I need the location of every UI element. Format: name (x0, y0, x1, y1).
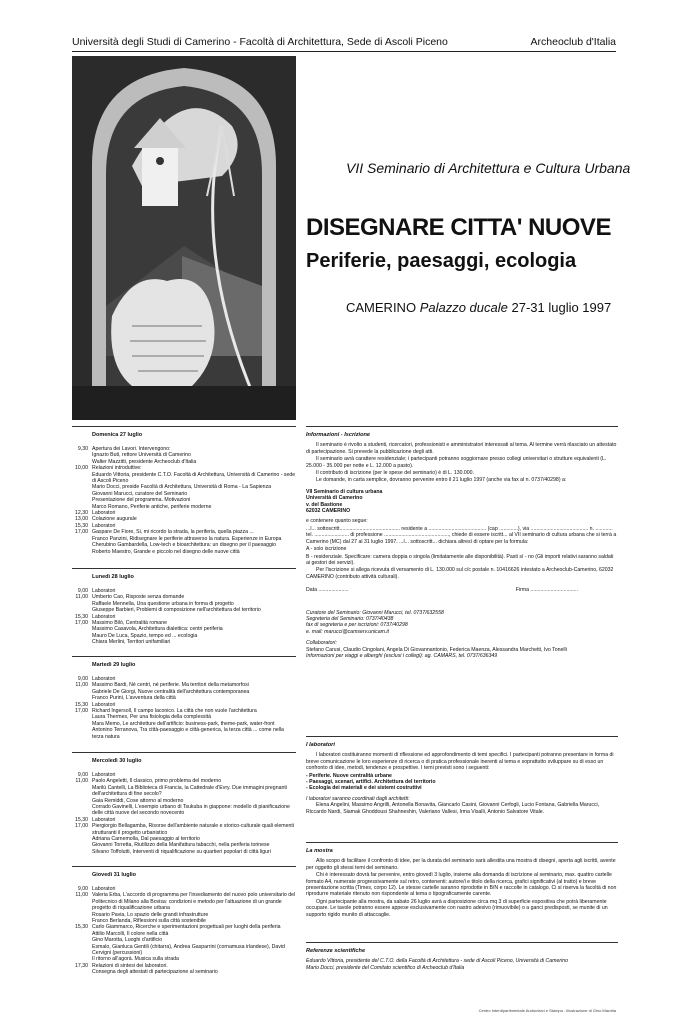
day-heading: Martedì 29 luglio (92, 662, 136, 668)
schedule-entry: Colazione augurale (92, 516, 137, 523)
schedule-entry: Laboratori (92, 886, 116, 892)
collaborators-label: Collaboratori: (306, 640, 337, 647)
schedule-entry: Massimo Bilò, Centralità romane (92, 620, 167, 627)
venue-dates: 27-31 luglio 1997 (511, 300, 612, 315)
schedule-entry: Relazioni di sintesi dei laboratori. (92, 962, 168, 969)
divider (306, 942, 618, 943)
venue-city: CAMERINO (346, 300, 417, 315)
collaborators-list: Stefano Carusi, Claudio Cingolani, Angela Di Giovannantonio, Federica Maenza, Alessandra Marchetti, Ivo Tonelli (306, 646, 567, 653)
schedule-entry: Roberto Maestro, Grande e piccolo nel disegno delle nuove città (92, 548, 240, 555)
divider (306, 426, 618, 427)
labs-heading: I laboratori (306, 742, 335, 748)
schedule-entry: Laboratori (92, 701, 116, 708)
schedule-entry: Esmalo, Gianluca Gentili (chitarra), Andrea Gasparrini (cornamusa irlandese), David Cervigni (percussioni) (92, 943, 285, 957)
schedule-entry: Mario Docci, preside Facoltà di Architettura, Università di Roma - La Sapienza (92, 484, 272, 491)
schedule-entry: Laboratori (92, 613, 116, 620)
exhibit-section (306, 848, 618, 919)
schedule-entry: Gaia Remiddi, Cose attorno al moderno (92, 797, 184, 804)
schedule-time (72, 727, 92, 740)
schedule-time: 11,00 (75, 778, 88, 785)
schedule-time: 11,00 (75, 892, 88, 899)
references-section (306, 948, 618, 971)
schedule-entry: Antonino Terranova, Tra città-paesaggio e città-generica, la terza città ... come nella terza natura (92, 727, 284, 740)
references-heading: Referenze scientifiche (306, 948, 366, 954)
schedule-time: 17,30 (75, 962, 88, 969)
form-template: ...l... sottoscritt.......................................... residente a ........................................ (cap .............), via ........................................ n. ............ tel. ........................ di professione ............................................., chiede di essere iscritt... al VII seminario di cultura urbana che si terrà a Camerino (MC) dal 27 al 31 luglio 1997. ...l... sottoscritt... dichiara altresì di optare per la formula: (306, 525, 617, 545)
schedule-entry: Piergiorgio Bellagamba, Risorse dell'ambiente naturale e storico-culturale quali elementi strutturanti il progetto urbanistico (92, 823, 294, 836)
schedule-entry: Ignazio Buti, rettore Università di Camerino (92, 452, 191, 459)
contact-line: Curatore del Seminario: Giovanni Marucci, tel. 0737/632558 (306, 609, 444, 616)
schedule-time: 15,30 (75, 522, 88, 529)
address-line: Università di Camerino (306, 495, 363, 502)
schedule-entry: Walter Mazzitti, presidente Archeoclub d'Italia (92, 458, 197, 465)
schedule-entry: Gabriele De Giorgi, Nuove centralità dell'architettura contemporanea (92, 688, 250, 695)
address-line: VII Seminario di cultura urbana (306, 488, 383, 495)
schedule-row (72, 823, 296, 836)
schedule-time (72, 549, 92, 555)
schedule-time: 12,30 (75, 510, 88, 517)
info-paragraph: Le domande, in carta semplice, dovranno pervenire entro il 21 luglio 1997 (anche via fax al n. 0737/40298) a: (316, 477, 567, 484)
schedule-entry: Laboratori (92, 676, 116, 682)
schedule-entry: Cherubino Gambardella, Low-tech e bioarchitettura: un disegno per il paesaggio (92, 542, 276, 549)
divider (72, 656, 296, 657)
schedule-row (72, 804, 296, 817)
info-section (306, 432, 618, 659)
exhibit-heading: La mostra (306, 848, 333, 854)
schedule-time: 17,00 (75, 529, 88, 536)
schedule-time: 17,00 (75, 708, 88, 715)
schedule-time: 13,00 (75, 516, 88, 523)
divider (306, 842, 618, 843)
exhibit-paragraph: Chi è interessato dovrà far pervenire, entro giovedì 3 luglio, insieme alla domanda di iscrizione al seminario, max. quattro cartelle formato A4, numerate progressivamente sul retro, contenenti: autore/i e titolo della ricerca, grafici significativi (al tratto) e breve presentazione scritta (Times, corpo 12). Le stesse cartelle saranno riprodotte in B/N e raccolte in catalogo. Ci si riserva la facoltà di non riprodurre materiale ritenuto non rispondente al tema o tipograficamente carente. (306, 872, 617, 898)
archeoclub-header: Archeoclub d'Italia (530, 36, 616, 48)
schedule-entry: Rosario Pavia, Lo spazio delle grandi infrastrutture (92, 911, 209, 918)
schedule-entry: Gaspare De Fiore, Si, mi ricordo la strada, la periferia, quella piazza ... (92, 529, 254, 536)
schedule-entry: Laboratori (92, 588, 116, 594)
schedule-entry: Mara Memo, Le architetture dell'artificio: business-park, theme-park, water-front (92, 720, 275, 727)
venue-palace: Palazzo ducale (419, 300, 508, 315)
info-paragraph: Il seminario avrà carattere residenziale; i partecipanti potranno soggiornare presso collegi universitari o strutture equivalenti (L. 25.000 - 35.000 per notte e L. 12.000 a pasto). (306, 456, 607, 469)
schedule-entry: Richard Ingersoll, Il campo laconico. La città che non vuole l'architettura (92, 708, 257, 715)
day-heading: Mercoledì 30 luglio (92, 758, 142, 764)
schedule-row (72, 472, 296, 485)
schedule-entry: Consegna degli attestati di partecipazione al seminario (92, 969, 218, 976)
lab-topic: - Paesaggi, scenari, artifici. Architettura del territorio (306, 779, 436, 786)
schedule-entry: Adriana Carnemolla, Dal paesaggio al territorio (92, 836, 200, 843)
lab-topic: - Periferie. Nuove centralità urbane (306, 772, 392, 779)
address-line: 62032 CAMERINO (306, 508, 351, 515)
coordinators-label: I laboratori saranno coordinati dagli architetti: (306, 795, 410, 802)
reference-line: Mario Docci, presidente del Comitato scientifico di Archeoclub d'Italia (306, 964, 465, 971)
schedule-entry: Il ritorno all'agorà. Musica sulla strada (92, 956, 179, 963)
schedule-entry: Eduardo Vittoria, presidente C.T.O. Facoltà di Architettura, Università di Camerino - sede di Ascoli Piceno (92, 471, 296, 485)
info-paragraph: Il seminario è rivolto a studenti, ricercatori, professionisti e amministratori interessati al tema. Al termine verrà rilasciato un attestato di partecipazione. Si prevede la pubblicazione degli atti. (306, 442, 617, 455)
schedule-entry: Massimo Casavola, Architettura dialettica: centri periferia (92, 626, 223, 633)
date-label: Data ..................... (306, 587, 349, 594)
schedule-entry: Corrado Gavinelli, L'esempio urbano di Tsukuba in giappone: modello di pianificazione delle città nuove del secondo novecento (92, 804, 290, 817)
schedule-entry: Giuseppe Barbieri, Problemi di composizione nell'architettura del territorio (92, 607, 261, 614)
schedule-entry: Massimo Bardi, Né centri, né periferie. Ma territori della metamorfosi (92, 682, 249, 689)
schedule-time: 9,00 (77, 886, 88, 892)
contact-line: e. mail: marucci@camserv.unicam.it (306, 628, 389, 635)
illustration-graphic (72, 56, 296, 420)
schedule-time (72, 785, 92, 798)
schedule-entry: Attilio Marcolli, Il colore nella città (92, 930, 169, 937)
divider (306, 736, 618, 737)
schedule-time (72, 804, 92, 817)
divider (72, 752, 296, 753)
schedule-time: 9,00 (77, 676, 88, 682)
schedule-entry: Giovanni Torretta, Riutilizzo della Manifattura tabacchi, nella periferia torinese (92, 842, 270, 849)
schedule-time: 9,30 (77, 446, 88, 452)
contact-line: Segreteria del Seminario: 0737/40438 (306, 615, 394, 622)
schedule-entry: Chiara Merlini, Territori unifamiliari (92, 639, 171, 646)
schedule-entry: Laboratori (92, 522, 116, 529)
schedule-time: 9,00 (77, 772, 88, 778)
schedule-entry: Marco Romano, Periferie antiche, periferie moderne (92, 503, 212, 510)
schedule-entry: Presentazione del programma. Motivazioni (92, 497, 191, 504)
schedule-time (72, 944, 92, 957)
schedule-row (72, 727, 296, 740)
schedule-time (72, 639, 92, 645)
day-heading: Giovedì 31 luglio (92, 872, 137, 878)
schedule-row (72, 639, 296, 645)
schedule-entry: Paolo Angeletti, Il classico, primo problema del moderno (92, 778, 222, 785)
day-heading: Lunedì 28 luglio (92, 574, 134, 580)
schedule-entry: Laura Thermes, Per una fisiologia della complessità (92, 714, 211, 721)
schedule-time (72, 849, 92, 855)
day-heading: Domenica 27 luglio (92, 432, 143, 438)
header-bar (72, 36, 616, 52)
exhibit-paragraph: Allo scopo di facilitare il confronto di idee, per la durata del seminario sarà allestita una mostra di disegni, aperta agli iscritti, avente per oggetto gli stessi temi del seminario. (306, 858, 616, 871)
coordinators-list: Elena Angelini, Massimo Angrilli, Antonella Bonavita, Giancarlo Casini, Giovanni Cerfogli, Lucio Fontana, Gabriella Marucci, Riccardo Nardi, Siamak Ghoddousi Shahneshin, Valeriano Vallesi, Irma Visalli, Antonio Salvatore Vitale. (306, 802, 600, 815)
schedule-time: 17,00 (75, 823, 88, 830)
venue-line (346, 300, 611, 315)
address-block (306, 489, 618, 515)
schedule-time: 15,30 (75, 924, 88, 931)
schedule-time: 9,00 (77, 588, 88, 594)
schedule-entry: Laboratori (92, 816, 116, 823)
lab-topic: - Ecologia dei materiali e dei sistemi costruttivi (306, 785, 422, 792)
schedule-entry: Silvano Toffolutti, Interventi di riqualificazione su quartieri popolari di città liguri (92, 848, 271, 855)
schedule-row (72, 944, 296, 957)
day-schedule (72, 886, 296, 976)
schedule-entry: Gino Marotta, Luoghi d'artificio (92, 937, 163, 944)
schedule-entry: Mauro De Luca, Spazio, tempo ed ... ecologia (92, 632, 198, 639)
schedule-entry: Laboratori (92, 772, 116, 778)
labs-section (306, 742, 618, 816)
schedule-time: 15,30 (75, 816, 88, 823)
schedule-time: 15,30 (75, 613, 88, 620)
exhibit-paragraph: Ogni partecipante alla mostra, da sabato 26 luglio avrà a disposizione circa mq 3 di superficie espositiva che potrà liberamente occupare. Le tavole potranno essere appese esclusivamente con nastro adesivo (rimuovibile) o a ganci predisposti, se munite di un supporto rigido munito di attaccaglie. (306, 898, 608, 918)
schedule-entry: Franco Berlanda, Riflessioni sulla città sostenibile (92, 918, 206, 925)
schedule-time: 11,00 (75, 594, 88, 601)
reference-line: Eduardo Vittoria, presidente del C.T.O. della Facoltà di Architettura - sede di Ascoli Piceno, Università di Camerino (306, 958, 568, 965)
schedule-time (72, 969, 92, 975)
contact-line: fax di segreteria e per iscrizioni: 0737/40298 (306, 622, 408, 629)
address-line: v. del Bastione (306, 501, 343, 508)
schedule-entry: Carlo Giammarco, Ricerche e sperimentazioni progettuali per luoghi della periferia (92, 924, 281, 931)
schedule-entry: Relazioni introduttive: (92, 465, 142, 472)
info-paragraph: e contenere quanto segue: (306, 518, 368, 525)
divider (72, 866, 296, 867)
schedule-row (72, 785, 296, 798)
schedule-row (72, 969, 296, 975)
seminar-edition: VII Seminario di Architettura e Cultura Urbana (346, 160, 631, 176)
day-schedule (72, 446, 296, 555)
schedule-entry: Valeria Erba, L'accordo di programma per l'insediamento del nuovo polo universitario del Politecnico di Milano alla Bovisa: condizioni e metodo per l'attuazione di un grande progetto di riqualificazione urbana (92, 892, 296, 912)
schedule-row (72, 849, 296, 855)
schedule-entry: Franco Purini, L'avventura della città (92, 695, 176, 702)
option-a: A - solo iscrizione (306, 546, 347, 553)
day-schedule (72, 772, 296, 855)
schedule-entry: Umberto Cao, Risposte senza domande (92, 594, 185, 601)
university-header: Università degli Studi di Camerino - Facoltà di Architettura, Sede di Ascoli Piceno (72, 36, 448, 48)
info-paragraph: Il contributo di iscrizione (per le spese del seminario) è di L. 130.000. (316, 470, 475, 477)
schedule-row (72, 892, 296, 911)
poster-subtitle: Periferie, paesaggi, ecologia (306, 250, 577, 272)
info-heading: Informazioni - Iscrizione (306, 432, 371, 438)
schedule-entry: Franco Panzini, Ridisegnare le periferie attraverso la natura. Esperienze in Europa (92, 535, 282, 542)
schedule-row (72, 549, 296, 555)
schedule-entry: Apertura dei Lavori. Intervengono: (92, 446, 171, 452)
schedule-entry: Laboratori (92, 510, 116, 517)
poster-title: DISEGNARE CITTA' NUOVE (306, 214, 611, 241)
divider (72, 426, 296, 427)
schedule-entry: Marilù Cantelli, La Biblioteca di Francia, la Cattedrale d'Evry. Due immagini pregnanti dell'architettura di fine secolo? (92, 784, 287, 798)
schedule-time: 15,30 (75, 701, 88, 708)
day-schedule (72, 676, 296, 740)
poster-illustration (72, 56, 296, 420)
schedule-time (72, 472, 92, 485)
labs-paragraph: I laboratori costituiranno momenti di riflessione ed approfondimento di temi specifici. I partecipanti potranno presentare in forma di breve comunicazione le loro esperienze di ricerca o di pratica professionale inerenti al tema e soprattutto sviluppare su di esso un confronto di idee, metodi, tendenze e prospettive. I temi previsti sono i seguenti: (306, 752, 614, 772)
travel-info: Informazioni per viaggi e alberghi (esclusi i collegi): ag. CAMARS, tel. 0737/636349 (306, 652, 498, 659)
divider (72, 568, 296, 569)
schedule-time: 11,00 (75, 682, 88, 689)
schedule-time: 17,00 (75, 620, 88, 627)
schedule-time: 10,00 (75, 465, 88, 472)
payment-note: Per l'iscrizione si allega ricevuta di versamento di L. 130.000 sul c/c postale n. 10416626 intestato a Archeoclub-Camerino, 62032 CAMERINO (contributo attività culturali). (306, 567, 614, 580)
labs-topics (306, 773, 618, 792)
credit-line: Centro Interdipartimentale Audiovisivi e Stampa - illustrazione di Gino Marotta (478, 1008, 616, 1013)
signature-label: Firma ................................. (515, 587, 578, 594)
contacts-block (306, 610, 618, 636)
option-b: B - residenziale. Specificare: camera doppia o singola (limitatamente alle disponibilità). Pasti sì - no (Gli importi relativi saranno saldati ai gestori dei servizi). (306, 553, 614, 566)
schedule-entry: Raffaele Mennella, Una questione urbana in forma di progetto (92, 600, 234, 607)
schedule-entry: Giovanni Marucci, curatore del Seminario (92, 490, 188, 497)
day-schedule (72, 588, 296, 646)
